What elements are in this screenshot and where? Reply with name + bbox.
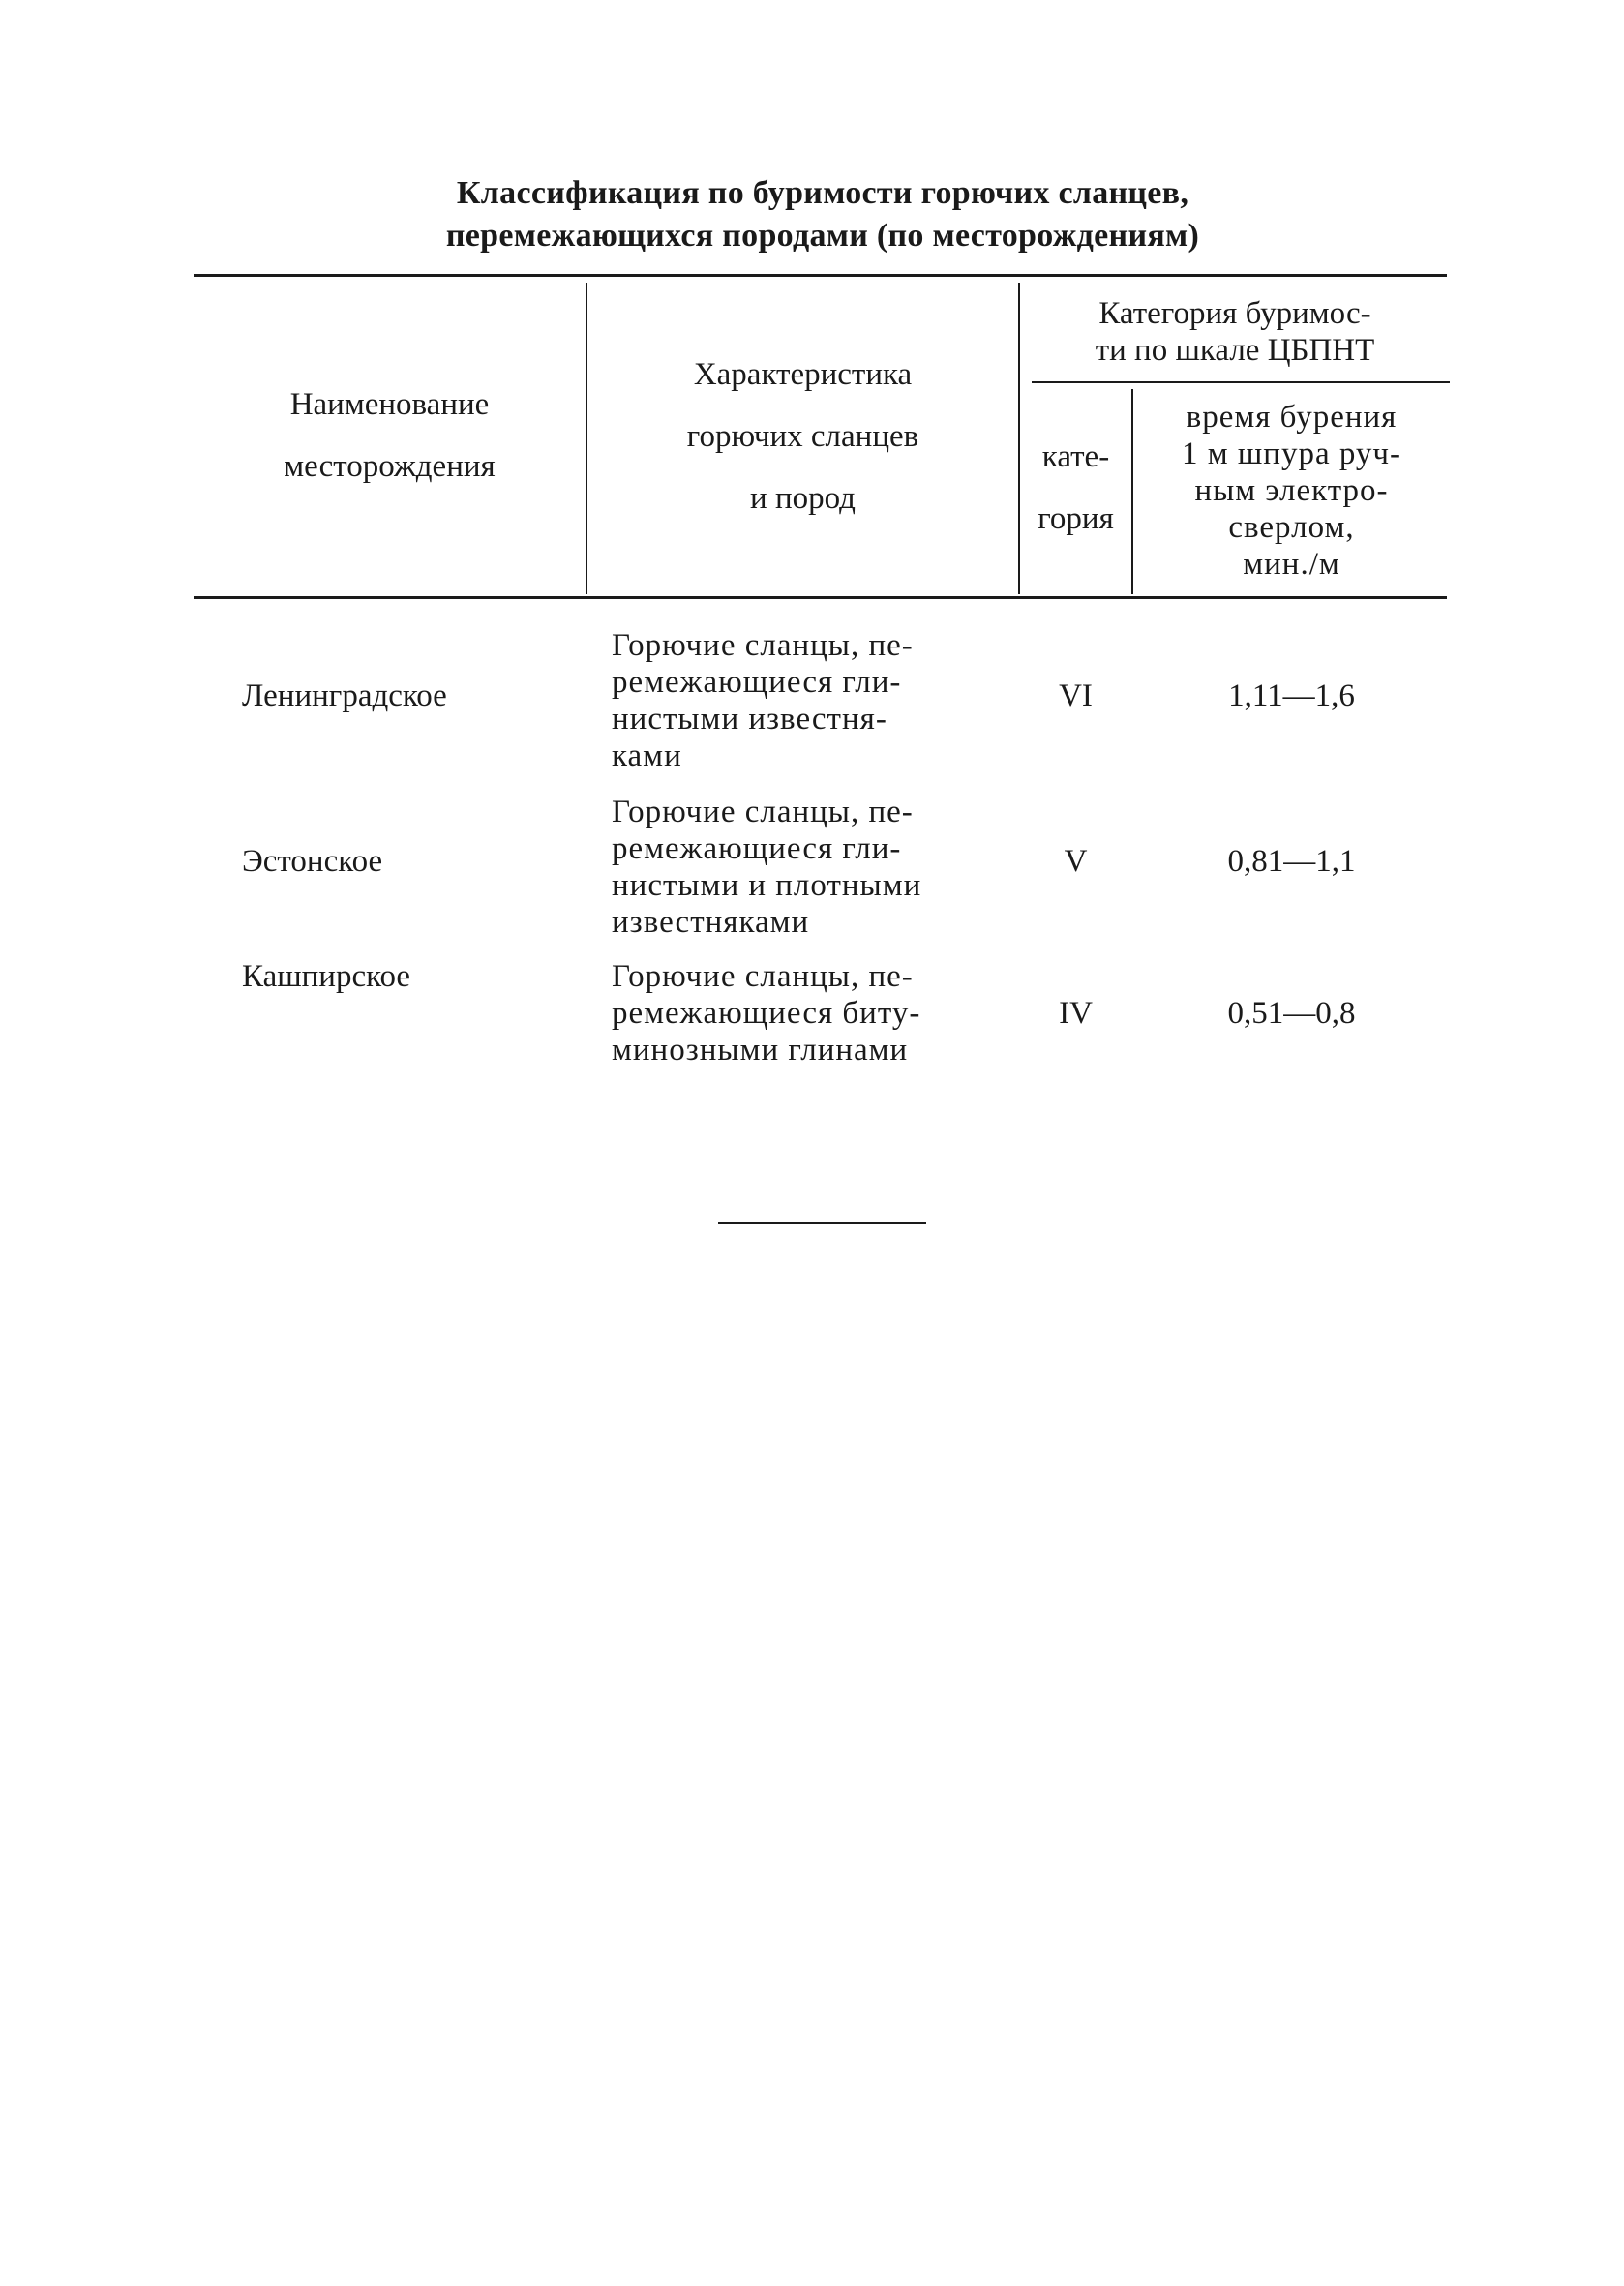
header-drill-time-line-5: мин./м (1243, 547, 1340, 582)
row-drill-time: 1,11—1,6 (1228, 678, 1355, 713)
row-deposit: Эстонское (242, 844, 383, 879)
header-characteristic-line-3: и пород (750, 481, 856, 516)
row-characteristic-line: нистыми известня- (612, 702, 887, 737)
row-characteristic-line: ремежающиеся гли- (612, 665, 902, 700)
header-characteristic (587, 344, 1018, 529)
header-deposit-name-line-2: месторождения (284, 449, 496, 484)
end-rule (718, 1222, 926, 1224)
row-characteristic (612, 627, 914, 774)
header-category-group-line-2: ти по шкале ЦБПНТ (1095, 333, 1375, 368)
table-title-line-2: перемежающихся породами (по месторождениям) (445, 218, 1200, 254)
table-title-line-1: Классификация по буримости горючих сланцев, (456, 175, 1189, 211)
row-characteristic-line: Горючие сланцы, пе- (612, 959, 914, 994)
row-characteristic-line: ремежающиеся гли- (612, 831, 902, 866)
row-drill-time: 0,81—1,1 (1227, 844, 1356, 879)
row-characteristic-line: Горючие сланцы, пе- (612, 628, 914, 663)
row-characteristic-line: ками (612, 738, 682, 773)
row-characteristic-line: Горючие сланцы, пе- (612, 795, 914, 829)
row-characteristic-line: известняками (612, 905, 810, 940)
header-characteristic-line-2: горючих сланцев (686, 419, 919, 454)
header-category-group (1020, 295, 1450, 369)
header-drill-time-line-1: время бурения (1186, 400, 1398, 435)
table-title (194, 172, 1452, 257)
row-characteristic-line: минозными глинами (612, 1033, 909, 1068)
row-deposit: Кашпирское (242, 959, 411, 994)
header-category (1020, 426, 1131, 550)
row-characteristic (612, 958, 920, 1068)
category-group-rule (1032, 381, 1450, 383)
header-bottom-rule (194, 596, 1447, 599)
header-drill-time-line-2: 1 м шпура руч- (1181, 436, 1401, 471)
header-characteristic-line-1: Характеристика (693, 357, 913, 392)
header-drill-time-line-3: ным электро- (1194, 473, 1389, 508)
row-category: V (1064, 844, 1088, 879)
header-category-group-line-1: Категория буримос- (1098, 296, 1371, 331)
table-top-rule (194, 274, 1447, 277)
row-characteristic-line: ремежающиеся биту- (612, 996, 921, 1031)
row-characteristic (612, 794, 921, 941)
row-deposit: Ленинградское (242, 678, 447, 713)
header-deposit-name-line-1: Наименование (289, 387, 490, 422)
row-category: IV (1059, 996, 1093, 1031)
header-drill-time (1133, 399, 1450, 583)
row-characteristic-line: нистыми и плотными (612, 868, 922, 903)
row-category: VI (1059, 678, 1093, 713)
header-drill-time-line-4: сверлом, (1228, 510, 1355, 545)
row-drill-time: 0,51—0,8 (1227, 996, 1356, 1031)
header-deposit-name (194, 374, 586, 497)
header-category-line-2: гория (1038, 501, 1114, 536)
header-category-line-1: кате- (1041, 439, 1110, 474)
